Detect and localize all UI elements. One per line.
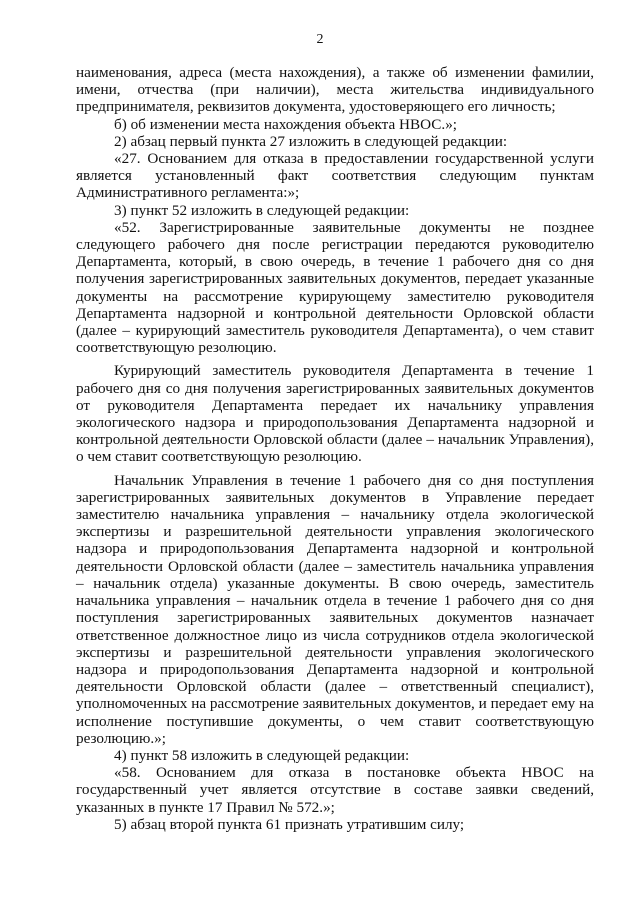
- paragraph-amendment-5: 5) абзац второй пункта 61 признать утратившим силу;: [114, 815, 465, 833]
- paragraph-amendment-2: 2) абзац первый пункта 27 изложить в следующей редакции:: [114, 132, 508, 150]
- paragraph-deputy-head: Курирующий заместитель руководителя Департамента в течение 1 рабочего дня со дня получения зарегистрированных заявительных документов от руководителя Департамента передает их начальнику управления экологического надзора и природопользования Департамента надзорной и контрольной деятельности Орловской области (далее – начальник Управления), о чем ставит соответствующую резолюцию.: [76, 362, 594, 466]
- paragraph-item-b: б) об изменении места нахождения объекта НВОС.»;: [114, 115, 458, 133]
- paragraph-clause-58: «58. Основанием для отказа в постановке объекта НВОС на государственный учет является отсутствие в составе заявки сведений, указанных в пункте 17 Правил № 572.»;: [76, 764, 594, 816]
- paragraph-head-of-office: Начальник Управления в течение 1 рабочего дня со дня поступления зарегистрированных заявительных документов в Управление передает заместителю начальника управления – начальнику отдела экологической экспертизы и разрешительной деятельности управления экологического надзора и природопользования Департамента надзорной и контрольной деятельности Орловской области (далее – заместитель начальника управления – начальник отдела) указанные документы. В свою очередь, заместитель начальника управления – начальник отдела в течение 1 рабочего дня со дня поступления зарегистрированных заявительных документов назначает ответственное должностное лицо из числа сотрудников отдела экологической экспертизы и разрешительной деятельности управления экологического надзора и природопользования Департамента надзорной и контрольной деятельности Орловской области (далее – ответственный специалист), уполномоченных на рассмотрение заявительных документов, и передает ему на исполнение поступившие документы, о чем ставит соответствующую резолюцию.»;: [76, 471, 594, 747]
- paragraph-clause-27: «27. Основанием для отказа в предоставлении государственной услуги является установленный факт соответствия следующим пунктам Административного регламента:»;: [76, 150, 594, 202]
- page-number: 2: [316, 32, 324, 47]
- paragraph-continuation: наименования, адреса (места нахождения), а также об изменении фамилии, имени, отчества (при наличии), места жительства индивидуального предпринимателя, реквизитов документа, удостоверяющего его личность;: [76, 64, 594, 116]
- paragraph-clause-52: «52. Зарегистрированные заявительные документы не позднее следующего рабочего дня после регистрации передаются руководителю Департамента, который, в свою очередь, в течение 1 рабочего дня со дня получения зарегистрированных заявительных документов, передает указанные документы на рассмотрение курирующему заместителю руководителя Департамента надзорной и контрольной деятельности Орловской области (далее – курирующий заместитель руководителя Департамента), о чем ставит соответствующую резолюцию.: [76, 218, 594, 357]
- paragraph-amendment-3: 3) пункт 52 изложить в следующей редакции:: [114, 201, 410, 219]
- document-body: [76, 64, 594, 833]
- paragraph-amendment-4: 4) пункт 58 изложить в следующей редакции:: [114, 746, 410, 764]
